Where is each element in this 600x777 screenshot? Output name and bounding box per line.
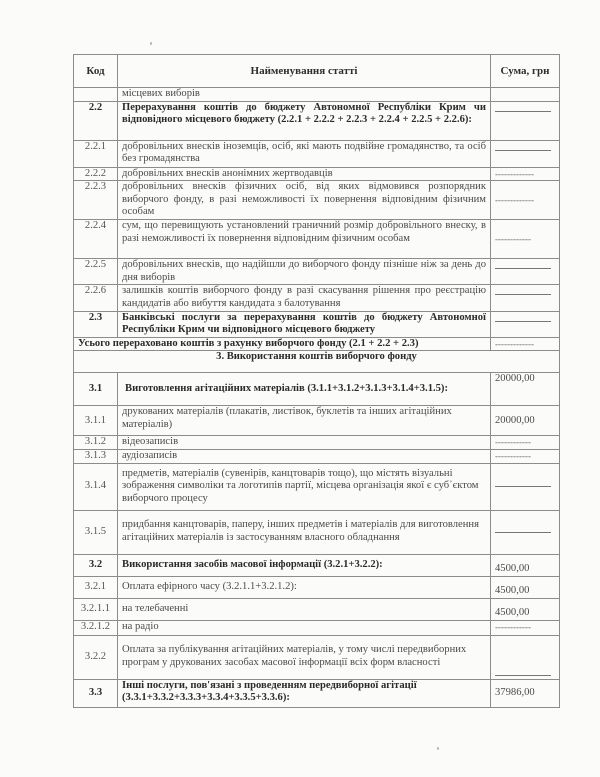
dash-placeholder: ------------ <box>495 621 531 632</box>
row-name: на телебаченні <box>118 598 491 620</box>
table-row <box>74 101 560 140</box>
row-code: 3.1.5 <box>74 510 118 554</box>
row-sum <box>491 620 560 635</box>
row-code <box>74 88 118 102</box>
row-sum <box>491 140 560 167</box>
row-sum <box>491 311 560 337</box>
dash-placeholder: ------------- <box>495 194 534 205</box>
total-sum <box>491 337 560 351</box>
scan-speck <box>150 42 152 45</box>
table-row <box>74 554 560 576</box>
row-sum <box>491 101 560 140</box>
table-row <box>74 406 560 436</box>
row-sum <box>491 220 560 259</box>
table-row <box>74 436 560 450</box>
row-code: 3.1.1 <box>74 406 118 436</box>
row-name: добровільних внесків фізичних осіб, від яких відмовився розпорядник виборчого фонду, в разі неможливості їх повернення відповідним фізичним особам <box>118 181 491 220</box>
header-code: Код <box>74 55 118 88</box>
row-name: залишків коштів виборчого фонду в разі скасування рішення про реєстрацію кандидатів або вибуття кандидата з балотування <box>118 285 491 311</box>
row-code: 3.2.1.1 <box>74 598 118 620</box>
table-row <box>74 181 560 220</box>
row-name: Інші послуги, пов'язані з проведенням передвиборної агітації (3.3.1+3.3.2+3.3.3+3.3.4+3.3.5+3.3.6): <box>118 679 491 707</box>
blank-line <box>495 150 551 151</box>
table-row <box>74 373 560 406</box>
row-name: Використання засобів масової інформації (3.2.1+3.2.2): <box>118 554 491 576</box>
row-sum <box>491 259 560 285</box>
row-code: 2.2.6 <box>74 285 118 311</box>
header-sum: Сума, грн <box>491 55 560 88</box>
table-row <box>74 635 560 679</box>
row-code: 3.1.2 <box>74 436 118 450</box>
row-name: добровільних внесків, що надійшли до виборчого фонду пізніше ніж за день до дня виборів <box>118 259 491 285</box>
table-row <box>74 576 560 598</box>
row-code: 3.1 <box>74 373 118 406</box>
row-code: 3.1.4 <box>74 463 118 510</box>
row-sum: 4500,00 <box>491 598 560 620</box>
table-row <box>74 140 560 167</box>
row-sum <box>491 449 560 463</box>
row-sum <box>491 436 560 450</box>
row-name: друкованих матеріалів (плакатів, листівок, буклетів та інших агітаційних матеріалів) <box>118 406 491 436</box>
dash-placeholder: ------------ <box>495 437 531 448</box>
row-name: Банківські послуги за перерахування коштів до бюджету Автономної Республіки Крим чи відповідного місцевого бюджету <box>118 311 491 337</box>
table-row <box>74 449 560 463</box>
dash-placeholder: ------------ <box>495 233 531 244</box>
total-row <box>74 337 560 351</box>
row-code: 2.2.5 <box>74 259 118 285</box>
row-sum: 37986,00 <box>491 679 560 707</box>
table-row <box>74 463 560 510</box>
row-name: предметів, матеріалів (сувенірів, канцтоварів тощо), що містять візуальні зображення символіки та логотипів партії, місцева організація якої є суб᾿єктом виборчого процесу <box>118 463 491 510</box>
table-row <box>74 598 560 620</box>
row-sum: 20000,00 <box>491 373 560 406</box>
expense-report-table <box>73 54 560 708</box>
row-code: 3.2.1.2 <box>74 620 118 635</box>
table-row <box>74 679 560 707</box>
row-sum <box>491 88 560 102</box>
table-header-row <box>74 55 560 88</box>
row-code: 3.1.3 <box>74 449 118 463</box>
row-code: 2.2.1 <box>74 140 118 167</box>
table-row <box>74 88 560 102</box>
row-code: 2.3 <box>74 311 118 337</box>
table-row <box>74 285 560 311</box>
blank-line <box>495 486 551 487</box>
table-row <box>74 259 560 285</box>
row-code: 3.2 <box>74 554 118 576</box>
section-title: 3. Використання коштів виборчого фонду <box>74 351 560 373</box>
blank-line <box>495 675 551 676</box>
blank-line <box>495 268 551 269</box>
header-name: Найменування статті <box>118 55 491 88</box>
row-code: 3.3 <box>74 679 118 707</box>
row-sum <box>491 463 560 510</box>
scan-speck <box>437 747 439 750</box>
row-sum <box>491 285 560 311</box>
row-name: аудіозаписів <box>118 449 491 463</box>
row-sum: 20000,00 <box>491 406 560 436</box>
row-name: місцевих виборів <box>118 88 491 102</box>
row-code: 2.2.2 <box>74 167 118 181</box>
dash-placeholder: ------------- <box>495 338 534 349</box>
row-code: 3.2.2 <box>74 635 118 679</box>
row-sum <box>491 510 560 554</box>
blank-line <box>495 111 551 112</box>
row-name: Перерахування коштів до бюджету Автономної Республіки Крим чи відповідного місцевого бюджету (2.2.1 + 2.2.2 + 2.2.3 + 2.2.4 + 2.2.5 + 2.2.6): <box>118 101 491 140</box>
table-row <box>74 620 560 635</box>
row-name: добровільних внесків іноземців, осіб, які мають подвійне громадянство, та осіб без громадянства <box>118 140 491 167</box>
row-code: 2.2.4 <box>74 220 118 259</box>
row-name: на радіо <box>118 620 491 635</box>
table-row <box>74 220 560 259</box>
blank-line <box>495 294 551 295</box>
row-code: 3.2.1 <box>74 576 118 598</box>
row-name: відеозаписів <box>118 436 491 450</box>
row-name: Оплата за публікування агітаційних матеріалів, у тому числі передвиборних програм у друкованих засобах масової інформації всіх форм власності <box>118 635 491 679</box>
row-sum <box>491 167 560 181</box>
table-row <box>74 167 560 181</box>
total-label: Усього перераховано коштів з рахунку виборчого фонду (2.1 + 2.2 + 2.3) <box>74 337 491 351</box>
row-name: сум, що перевищують установлений граничний розмір добровільного внеску, в разі неможливості їх повернення відповідним фізичним особам <box>118 220 491 259</box>
blank-line <box>495 321 551 322</box>
row-name: Оплата ефірного часу (3.2.1.1+3.2.1.2): <box>118 576 491 598</box>
section-heading-row <box>74 351 560 373</box>
row-name: добровільних внесків анонімних жертводавців <box>118 167 491 181</box>
dash-placeholder: ------------ <box>495 450 531 461</box>
table-row <box>74 311 560 337</box>
blank-line <box>495 532 551 533</box>
row-sum: 4500,00 <box>491 554 560 576</box>
table-row <box>74 510 560 554</box>
row-code: 2.2 <box>74 101 118 140</box>
row-sum <box>491 635 560 679</box>
row-name: Виготовлення агітаційних матеріалів (3.1.1+3.1.2+3.1.3+3.1.4+3.1.5): <box>118 373 491 406</box>
dash-placeholder: ------------- <box>495 168 534 179</box>
row-name: придбання канцтоварів, паперу, інших предметів і матеріалів для виготовлення агітаційних матеріалів із застосуванням власного обладнання <box>118 510 491 554</box>
row-sum: 4500,00 <box>491 576 560 598</box>
row-sum <box>491 181 560 220</box>
row-code: 2.2.3 <box>74 181 118 220</box>
